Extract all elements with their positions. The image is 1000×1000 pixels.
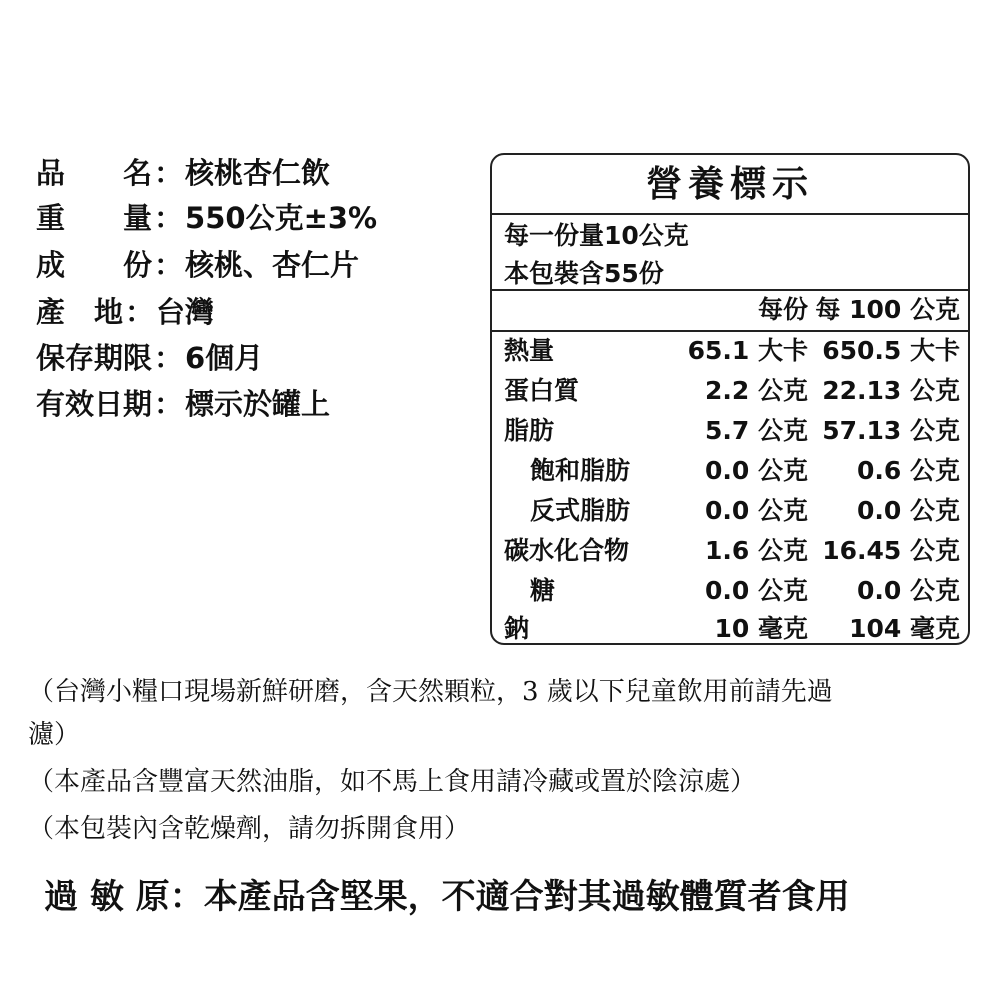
info-label: 品 名 xyxy=(36,156,153,190)
nutrient-row xyxy=(492,571,968,611)
info-label: 成 份 xyxy=(36,248,153,282)
info-value: 6個月 xyxy=(185,341,264,375)
info-label: 重 量 xyxy=(36,201,153,235)
nutrient-name: 糖 xyxy=(530,576,556,605)
nutrient-per-100g: 0.0 公克 xyxy=(857,576,960,605)
nutrient-row xyxy=(492,331,968,371)
info-label: 保存期限 xyxy=(36,341,153,375)
nutrient-row xyxy=(492,411,968,451)
nutrient-per-100g: 0.0 公克 xyxy=(857,496,960,525)
info-separator: ： xyxy=(154,387,184,421)
info-row-expiry xyxy=(36,384,330,424)
allergen-label: 過 敏 原 xyxy=(44,877,170,917)
info-row-weight xyxy=(36,198,377,238)
allergen-text: 本產品含堅果，不適合對其過敏體質者食用 xyxy=(203,877,850,917)
info-separator: ： xyxy=(154,156,184,190)
divider xyxy=(492,213,968,215)
servings-per-package: 本包裝含55份 xyxy=(504,259,664,288)
info-separator: ： xyxy=(154,248,184,282)
info-value: 核桃杏仁飲 xyxy=(185,156,331,190)
nutrient-per-100g: 650.5 大卡 xyxy=(822,336,960,365)
info-separator: ： xyxy=(154,201,184,235)
col-header-per-serving: 每份 xyxy=(757,295,808,324)
note-line: （本產品含豐富天然油脂，如不馬上食用請冷藏或置於陰涼處） xyxy=(28,767,757,797)
info-separator: ： xyxy=(125,295,155,329)
info-label: 產 地 xyxy=(36,295,124,329)
info-value: 台灣 xyxy=(156,295,215,329)
nutrient-per-serving: 0.0 公克 xyxy=(705,456,808,485)
info-row-name xyxy=(36,153,330,193)
note-line: 濾） xyxy=(28,720,81,750)
nutrient-per-serving: 5.7 公克 xyxy=(705,416,808,445)
nutrient-per-100g: 57.13 公克 xyxy=(822,416,960,445)
note-line: （本包裝內含乾燥劑，請勿拆開食用） xyxy=(28,814,471,844)
allergen-statement xyxy=(44,874,850,920)
nutrient-row xyxy=(492,531,968,571)
serving-size: 每一份量10公克 xyxy=(504,221,689,250)
info-row-ingredients xyxy=(36,245,359,285)
info-value: 550公克±3% xyxy=(185,201,378,235)
nutrient-per-serving: 2.2 公克 xyxy=(705,376,808,405)
allergen-separator: ： xyxy=(169,877,204,917)
nutrient-row xyxy=(492,371,968,411)
nutrient-per-100g: 16.45 公克 xyxy=(822,536,960,565)
nutrient-name: 蛋白質 xyxy=(504,376,580,405)
nutrient-per-serving: 0.0 公克 xyxy=(705,496,808,525)
nutrient-row xyxy=(492,491,968,531)
info-label: 有效日期 xyxy=(36,387,153,421)
nutrient-name: 熱量 xyxy=(504,336,555,365)
nutrient-name: 脂肪 xyxy=(504,416,555,445)
info-value: 核桃、杏仁片 xyxy=(185,248,360,282)
nutrient-per-100g: 0.6 公克 xyxy=(857,456,960,485)
nutrient-name: 反式脂肪 xyxy=(530,496,631,525)
nutrient-per-serving: 0.0 公克 xyxy=(705,576,808,605)
nutrient-per-serving: 10 毫克 xyxy=(714,614,808,643)
nutrient-row xyxy=(492,609,968,645)
nutrition-panel xyxy=(490,153,970,645)
info-row-shelf-life xyxy=(36,338,263,378)
nutrient-per-100g: 22.13 公克 xyxy=(822,376,960,405)
nutrient-name: 飽和脂肪 xyxy=(530,456,631,485)
info-value: 標示於罐上 xyxy=(185,387,331,421)
nutrient-per-100g: 104 毫克 xyxy=(849,614,960,643)
note-line: （台灣小糧口現場新鮮研磨，含天然顆粒，3 歲以下兒童飲用前請先過 xyxy=(28,677,833,707)
col-header-per-100g: 每 100 公克 xyxy=(815,295,960,324)
info-separator: ： xyxy=(154,341,184,375)
info-row-origin xyxy=(36,292,214,332)
nutrition-title: 營養標示 xyxy=(645,164,814,205)
nutrient-per-serving: 1.6 公克 xyxy=(705,536,808,565)
nutrient-per-serving: 65.1 大卡 xyxy=(687,336,808,365)
nutrient-row xyxy=(492,451,968,491)
nutrient-name: 碳水化合物 xyxy=(504,536,630,565)
nutrient-name: 鈉 xyxy=(504,614,530,643)
